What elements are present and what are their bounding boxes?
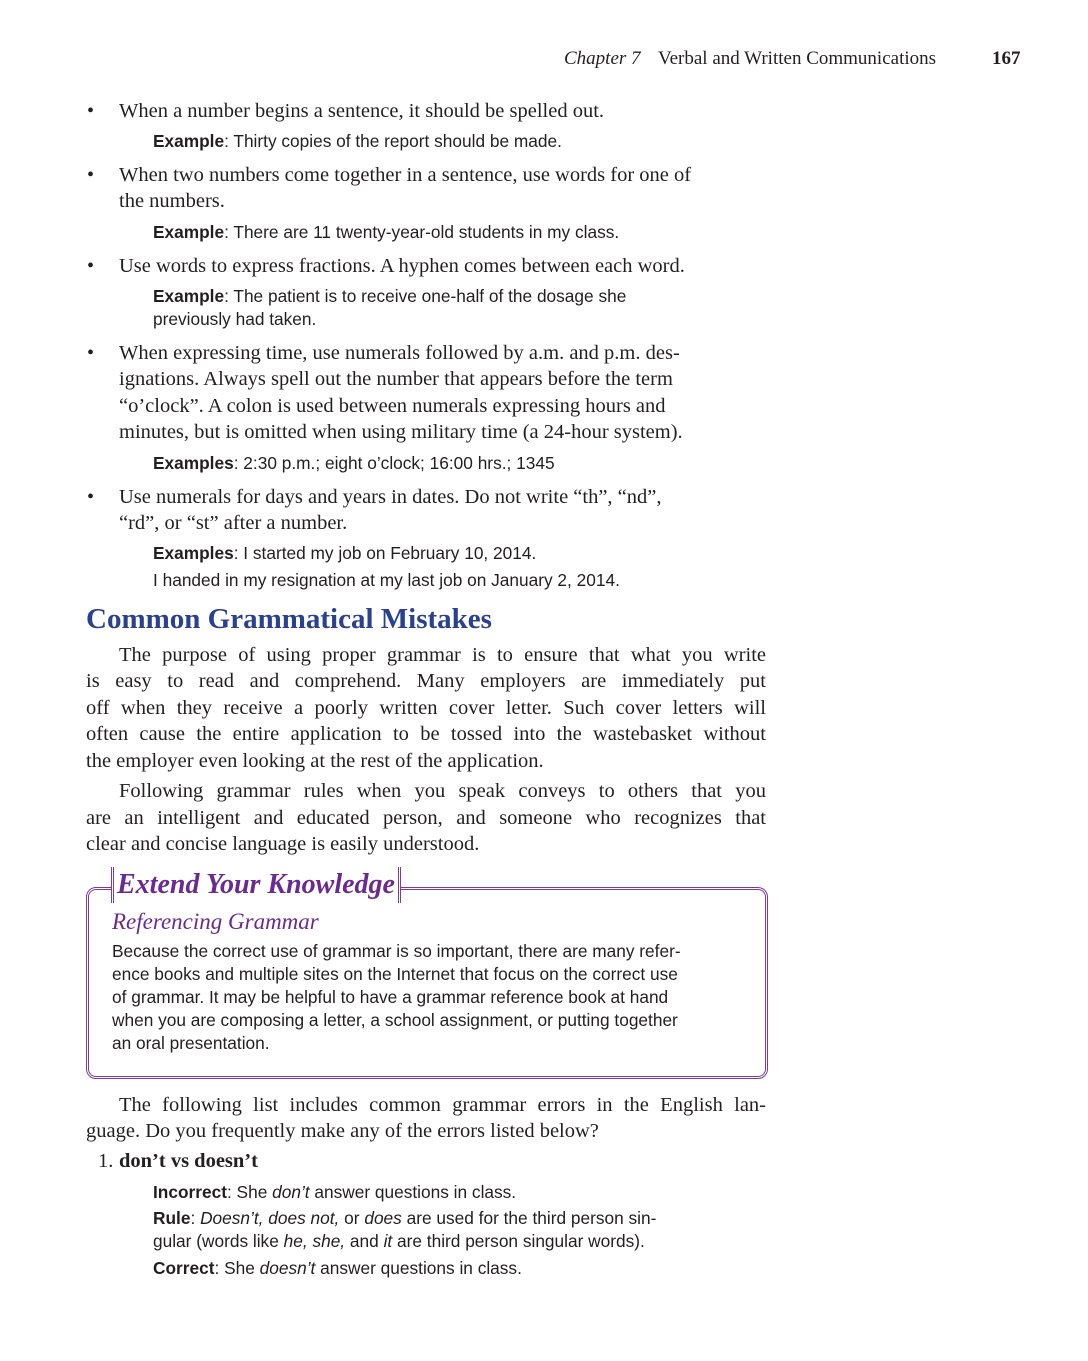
paragraph-line: are an intelligent and educated person, and someone who recognizes that xyxy=(86,807,766,829)
example-continued: previously had taken. xyxy=(153,309,317,329)
paragraph-line: the employer even looking at the rest of the application. xyxy=(86,750,544,772)
example: Example: Thirty copies of the report should be made. xyxy=(153,131,562,151)
bullet-text: Use words to express fractions. A hyphen comes between each word. xyxy=(119,255,685,277)
bullet-icon: • xyxy=(87,255,95,277)
list-number: 1. xyxy=(98,1150,114,1172)
bullet-text: When two numbers come together in a sentence, use words for one of xyxy=(119,164,692,186)
incorrect-example: Incorrect: She don’t answer questions in class. xyxy=(153,1182,517,1202)
box-subtitle: Referencing Grammar xyxy=(112,909,319,934)
rule-text: Rule: Doesn’t, does not, or does are used for the third person sin- xyxy=(153,1208,657,1228)
box-text-line: when you are composing a letter, a school assignment, or putting together xyxy=(112,1010,678,1030)
bullet-text: minutes, but is omitted when using military time (a 24-hour system). xyxy=(119,421,683,443)
paragraph-line: often cause the entire application to be tossed into the wastebasket without xyxy=(86,723,766,745)
list-item-title: don’t vs doesn’t xyxy=(119,1150,258,1172)
box-text-line: Because the correct use of grammar is so important, there are many refer- xyxy=(112,941,681,961)
box-title: Extend Your Knowledge xyxy=(111,867,401,903)
bullet-text: Use numerals for days and years in dates. Do not write “th”, “nd”, xyxy=(119,486,662,508)
bullet-text: When expressing time, use numerals followed by a.m. and p.m. des- xyxy=(119,342,680,364)
box-text-line: ence books and multiple sites on the Internet that focus on the correct use xyxy=(112,964,678,984)
bullet-text: ignations. Always spell out the number that appears before the term xyxy=(119,368,673,390)
bullet-text: “o’clock”. A colon is used between numerals expressing hours and xyxy=(119,395,666,417)
correct-example: Correct: She doesn’t answer questions in class. xyxy=(153,1258,522,1278)
example: Examples: I started my job on February 10, 2014. xyxy=(153,543,537,563)
bullet-text: the numbers. xyxy=(119,190,225,212)
paragraph-line: clear and concise language is easily understood. xyxy=(86,833,480,855)
running-title: Verbal and Written Communications xyxy=(658,48,937,69)
bullet-text: “rd”, or “st” after a number. xyxy=(119,512,348,534)
bullet-icon: • xyxy=(87,164,95,186)
section-heading: Common Grammatical Mistakes xyxy=(86,603,492,635)
bullet-text: When a number begins a sentence, it should be spelled out. xyxy=(119,100,605,122)
box-text-line: of grammar. It may be helpful to have a grammar reference book at hand xyxy=(112,987,669,1007)
example: Example: There are 11 twenty-year-old students in my class. xyxy=(153,222,620,242)
rule-text-continued: gular (words like he, she, and it are third person singular words). xyxy=(153,1231,645,1251)
paragraph-line: is easy to read and comprehend. Many employers are immediately put xyxy=(86,670,766,692)
bullet-icon: • xyxy=(87,342,95,364)
bullet-icon: • xyxy=(87,486,95,508)
bullet-icon: • xyxy=(87,100,95,122)
example: Examples: 2:30 p.m.; eight o’clock; 16:00 hrs.; 1345 xyxy=(153,453,555,473)
chapter-label: Chapter 7 xyxy=(564,48,641,69)
paragraph-line: Following grammar rules when you speak conveys to others that you xyxy=(119,780,766,802)
paragraph-line: The following list includes common grammar errors in the English lan- xyxy=(119,1094,766,1116)
page-number: 167 xyxy=(992,48,1021,69)
paragraph-line: guage. Do you frequently make any of the errors listed below? xyxy=(86,1120,599,1142)
example: Example: The patient is to receive one-half of the dosage she xyxy=(153,286,627,306)
box-text-line: an oral presentation. xyxy=(112,1033,270,1053)
paragraph-line: off when they receive a poorly written cover letter. Such cover letters will xyxy=(86,697,766,719)
paragraph-line: The purpose of using proper grammar is to ensure that what you write xyxy=(119,644,766,666)
example-continued: I handed in my resignation at my last job on January 2, 2014. xyxy=(153,570,620,590)
